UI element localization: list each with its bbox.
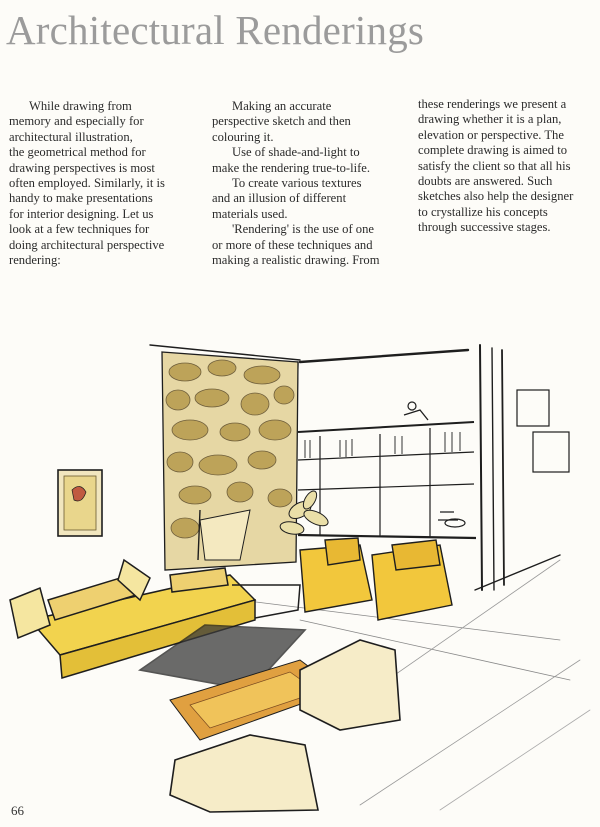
text-line: doing architectural perspective: [9, 237, 165, 252]
text-line: drawing whether it is a plan,: [418, 112, 562, 127]
text-line: through successive stages.: [418, 220, 551, 235]
text-line: rendering:: [9, 253, 61, 268]
text-column-2: [212, 99, 408, 268]
text-line: often employed. Similarly, it is: [9, 176, 165, 191]
text-line: perspective sketch and then: [212, 114, 351, 129]
text-line: to crystallize his concepts: [418, 204, 548, 219]
text-line: sketches also help the designer: [418, 189, 574, 204]
text-line: architectural illustration,: [9, 129, 133, 144]
text-line: handy to make presentations: [9, 191, 153, 206]
text-line: complete drawing is aimed to: [418, 143, 567, 158]
text-line: drawing perspectives is most: [9, 160, 155, 175]
text-line: materials used.: [212, 206, 288, 221]
text-line: or more of these techniques and: [212, 237, 373, 252]
page-title: Architectural Renderings: [6, 7, 425, 53]
text-line: these renderings we present a: [418, 97, 567, 111]
text-line: Making an accurate: [232, 99, 332, 113]
text-line: and an illusion of different: [212, 191, 347, 206]
text-line: for interior designing. Let us: [9, 206, 154, 221]
stone-wall: [162, 352, 298, 570]
text-line: elevation or perspective. The: [418, 127, 564, 142]
text-line: colouring it.: [212, 129, 274, 144]
text-line: While drawing from: [29, 99, 132, 113]
interior-rendering-illustration: [0, 325, 600, 815]
page-number: 66: [11, 803, 24, 818]
text-line: To create various textures: [232, 176, 362, 191]
text-line: 'Rendering' is the use of one: [232, 222, 374, 237]
text-line: satisfy the client so that all his: [418, 158, 571, 173]
text-column-3: [418, 97, 596, 236]
text-line: the geometrical method for: [9, 145, 146, 160]
text-line: Use of shade-and-light to: [232, 145, 360, 160]
text-line: making a realistic drawing. From: [212, 253, 380, 268]
text-line: look at a few techniques for: [9, 222, 150, 237]
wall-picture: [58, 470, 102, 536]
text-line: memory and especially for: [9, 114, 144, 129]
armchair-right: [372, 540, 452, 620]
text-column-1: [9, 99, 204, 268]
armchair-left: [300, 538, 372, 612]
text-line: doubts are answered. Such: [418, 174, 553, 189]
text-line: make the rendering true-to-life.: [212, 160, 371, 175]
